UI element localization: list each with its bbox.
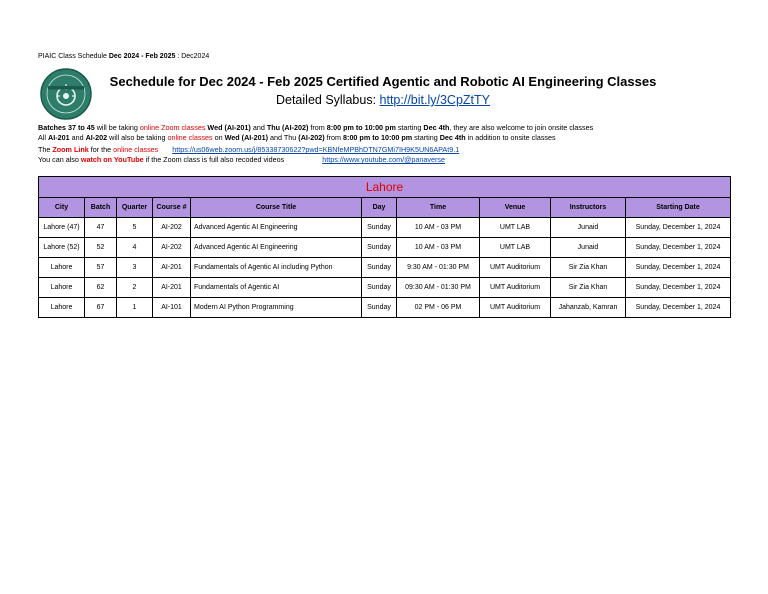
table-cell: 9:30 AM - 01:30 PM [397,258,480,278]
info-line-3 [38,145,459,154]
table-cell: 1 [117,298,153,318]
text: on [212,133,225,142]
table-cell: Jahanzab, Kamran [551,298,626,318]
column-header: City [39,198,85,218]
syllabus-link[interactable]: http://bit.ly/3CpZtTY [379,93,490,107]
column-header: Venue [480,198,551,218]
table-cell: Sunday, December 1, 2024 [626,298,731,318]
table-cell: 10 AM - 03 PM [397,238,480,258]
table-cell: 10 AM - 03 PM [397,218,480,238]
table-cell: UMT LAB [480,218,551,238]
column-header: Quarter [117,198,153,218]
table-cell: 09:30 AM - 01:30 PM [397,278,480,298]
start-text: Dec 4th [439,133,466,142]
table-cell: Sunday, December 1, 2024 [626,218,731,238]
thu-text: (AI-202) [298,133,325,142]
doc-label-dates: Dec 2024 - Feb 2025 [108,53,176,60]
info-line-2 [38,133,556,142]
table-cell: 62 [85,278,117,298]
text: will also be taking [107,133,168,142]
text: and Thu [268,133,299,142]
table-cell: 52 [85,238,117,258]
column-header: Day [362,198,397,218]
table-cell: Sunday, December 1, 2024 [626,278,731,298]
thu-text: Thu (AI-202) [266,123,309,132]
text: starting [395,123,424,132]
table-cell: 67 [85,298,117,318]
table-cell: Sir Zia Khan [551,278,626,298]
table-cell: 47 [85,218,117,238]
text: if the Zoom class is full also recoded videos [143,155,285,164]
column-header: Starting Date [626,198,731,218]
table-cell: AI-201 [153,258,191,278]
table-cell: Lahore [39,258,85,278]
text: starting [412,133,440,142]
table-cell: AI-202 [153,218,191,238]
zoom-link-label: Zoom Link [52,145,89,154]
table-row [39,218,731,238]
table-body [39,218,731,318]
column-header: Course Title [191,198,362,218]
youtube-link[interactable]: https://www.youtube.com/@panaverse [322,155,445,164]
online-classes-text: online classes [167,133,213,142]
text: , they are also welcome to join onsite classes [449,123,594,132]
online-classes-text: online classes [113,145,159,154]
table-cell: Sunday [362,278,397,298]
start-text: Dec 4th [423,123,450,132]
ai202-text: AI-202 [85,133,108,142]
table-cell: Sir Zia Khan [551,258,626,278]
table-row [39,278,731,298]
page-title: Sechedule for Dec 2024 - Feb 2025 Certified Agentic and Robotic AI Engineering Classes [109,74,657,89]
table-cell: 2 [117,278,153,298]
table-cell: Sunday, December 1, 2024 [626,238,731,258]
table-cell: Lahore (47) [39,218,85,238]
table-cell: AI-101 [153,298,191,318]
online-zoom-text: online Zoom classes [139,123,206,132]
zoom-link[interactable]: https://us06web.zoom.us/j/85338730622?pwd=KBNfeMPBhDTN7GMi7IH9K5UN6APAt9.1 [172,145,460,154]
text: and [69,133,86,142]
column-header: Course # [153,198,191,218]
syllabus-line [98,93,668,107]
table-cell: UMT Auditorium [480,278,551,298]
info-line-4 [38,155,445,164]
table-cell: UMT Auditorium [480,258,551,278]
table-cell: AI-202 [153,238,191,258]
column-header: Instructors [551,198,626,218]
table-cell: Fundamentals of Agentic AI including Python [191,258,362,278]
table-row [39,238,731,258]
table-cell: AI-201 [153,278,191,298]
table-cell: Fundamentals of Agentic AI [191,278,362,298]
table-cell: 02 PM - 06 PM [397,298,480,318]
schedule-table [38,176,731,318]
table-cell: 57 [85,258,117,278]
table-cell: 4 [117,238,153,258]
document-label [38,53,209,60]
doc-label-prefix: PIAIC Class Schedule [38,53,107,60]
table-row [39,258,731,278]
table-cell: Sunday [362,258,397,278]
text: All [38,133,48,142]
table-cell: Lahore (52) [39,238,85,258]
table-cell: Sunday [362,218,397,238]
table-cell: UMT LAB [480,238,551,258]
watch-youtube-text: watch on YouTube [80,155,144,164]
doc-label-suffix: : Dec2024 [177,53,210,60]
wed-text: Wed (AI-201) [224,133,269,142]
text: for the [88,145,114,154]
table-cell: Sunday [362,238,397,258]
table-cell: Junaid [551,238,626,258]
column-header: Batch [85,198,117,218]
table-cell: Sunday, December 1, 2024 [626,258,731,278]
info-line-1 [38,123,593,132]
column-header: Time [397,198,480,218]
table-cell: Advanced Agentic AI Engineering [191,218,362,238]
table-caption: Lahore [39,177,731,198]
table-cell: 5 [117,218,153,238]
table-cell: UMT Auditorium [480,298,551,318]
table-cell: Lahore [39,298,85,318]
text: in addition to onsite classes [465,133,556,142]
text: and [250,123,267,132]
table-header-row [39,198,731,218]
text: from [324,133,344,142]
table-cell: Junaid [551,218,626,238]
wed-text: Wed (AI-201) [207,123,251,132]
text: will be taking [94,123,140,132]
table-cell: Lahore [39,278,85,298]
syllabus-label: Detailed Syllabus: [275,93,377,107]
batches-text: Batches 37 to 45 [38,123,95,132]
table-cell: 3 [117,258,153,278]
ai201-text: AI-201 [48,133,70,142]
presidential-initiative-logo-icon [40,66,92,122]
text: The [38,145,53,154]
table-cell: Modern AI Python Programming [191,298,362,318]
table-cell: Sunday [362,298,397,318]
text: You can also [38,155,81,164]
time-text: 8:00 pm to 10:00 pm [326,123,396,132]
table-cell: Advanced Agentic AI Engineering [191,238,362,258]
text: from [308,123,327,132]
time-text: 8:00 pm to 10:00 pm [343,133,413,142]
table-row [39,298,731,318]
